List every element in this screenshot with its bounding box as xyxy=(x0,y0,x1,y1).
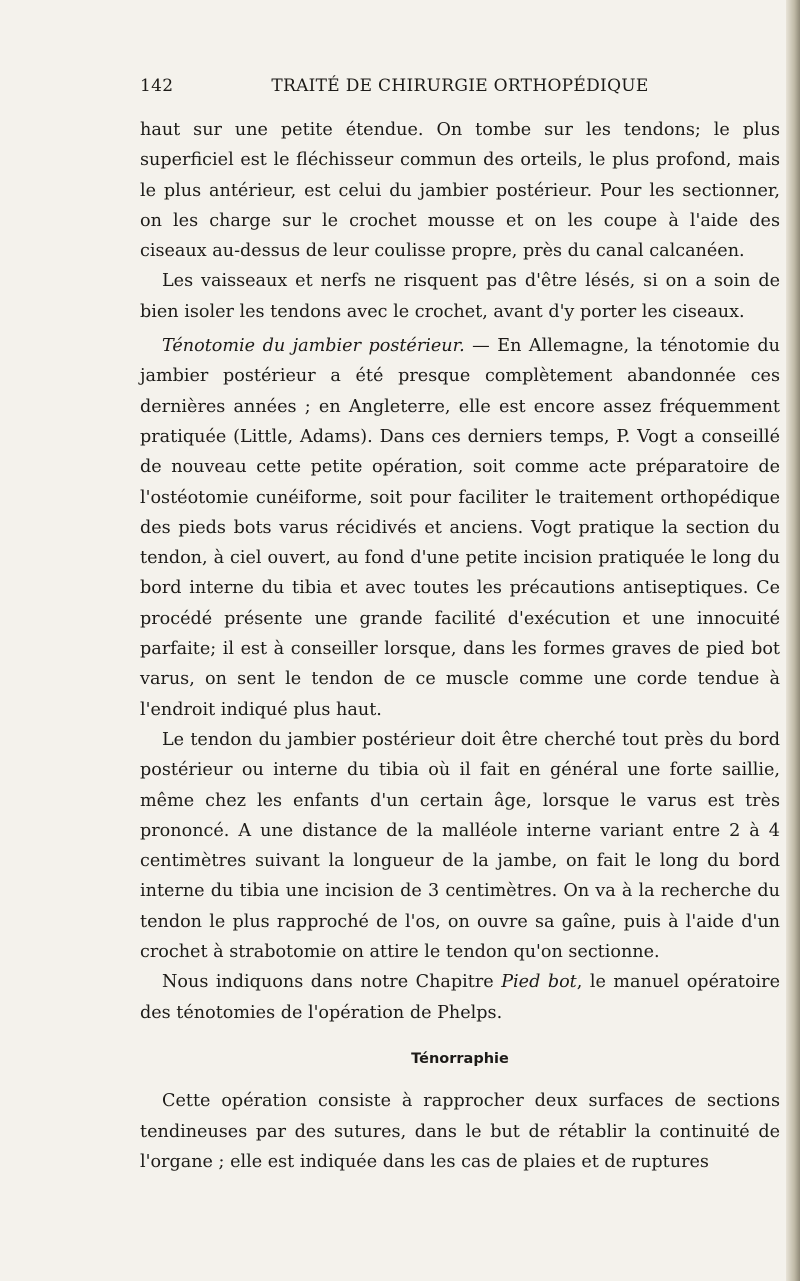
paragraph-5-end: , le manuel opératoire des ténotomies de l'opération de Phelps. xyxy=(140,972,780,1023)
page-edge-shadow xyxy=(786,0,800,1281)
paragraph-3 xyxy=(140,331,780,725)
body-text xyxy=(140,115,780,1177)
page-number: 142 xyxy=(140,76,174,96)
paragraph-1: haut sur une petite étendue. On tombe sur les tendons; le plus superficiel est le fléchisseur commun des orteils, le plus profond, mais le plus antérieur, est celui du jambier postérieur. Pour les sectionner, on les charge sur le crochet mousse et on les coupe à l'aide des ciseaux au-dessus de leur coulisse propre, près du canal calcanéen. xyxy=(140,120,780,262)
paragraph-5-start: Nous indiquons dans notre Chapitre xyxy=(162,972,502,993)
running-title: TRAITÉ DE CHIRURGIE ORTHOPÉDIQUE xyxy=(271,76,649,96)
running-header xyxy=(140,76,780,102)
paragraph-5-italic: Pied bot xyxy=(501,972,577,993)
paragraph-3-title: Ténotomie du jambier postérieur. xyxy=(162,336,465,357)
paragraph-2: Les vaisseaux et nerfs ne risquent pas d'être lésés, si on a soin de bien isoler les tendons avec le crochet, avant d'y porter les ciseaux. xyxy=(140,271,780,322)
section-heading: Ténorraphie xyxy=(411,1050,509,1067)
paragraph-6: Cette opération consiste à rapprocher deux surfaces de sections tendineuses par des sutures, dans le but de rétablir la continuité de l'organe ; elle est indiquée dans les cas de plaies et de ruptures xyxy=(140,1091,780,1172)
paragraph-3-body: — En Allemagne, la ténotomie du jambier postérieur a été presque complètement abandonnée ces dernières années ; en Angleterre, elle est encore assez fréquemment pratiquée (Little, Adams). Dans ces derniers temps, P. Vogt a conseillé de nouveau cette petite opération, soit comme acte préparatoire de l'ostéotomie cunéiforme, soit pour faciliter le traitement orthopédique des pieds bots varus récidivés et anciens. Vogt pratique la section du tendon, à ciel ouvert, au fond d'une petite incision pratiquée le long du bord interne du tibia et avec toutes les précautions antiseptiques. Ce procédé présente une grande facilité d'exécution et une innocuité parfaite; il est à conseiller lorsque, dans les formes graves de pied bot varus, on sent le tendon de ce muscle comme une corde tendue à l'endroit indiqué plus haut. xyxy=(140,336,780,720)
paragraph-5 xyxy=(140,967,780,1028)
paragraph-4: Le tendon du jambier postérieur doit être cherché tout près du bord postérieur ou interne du tibia où il fait en général une forte saillie, même chez les enfants d'un certain âge, lorsque le varus est très prononcé. A une distance de la malléole interne variant entre 2 à 4 centimètres suivant la longueur de la jambe, on fait le long du bord interne du tibia une incision de 3 centimètres. On va à la recherche du tendon le plus rapproché de l'os, on ouvre sa gaîne, puis à l'aide d'un crochet à strabotomie on attire le tendon qu'on sectionne. xyxy=(140,729,780,963)
